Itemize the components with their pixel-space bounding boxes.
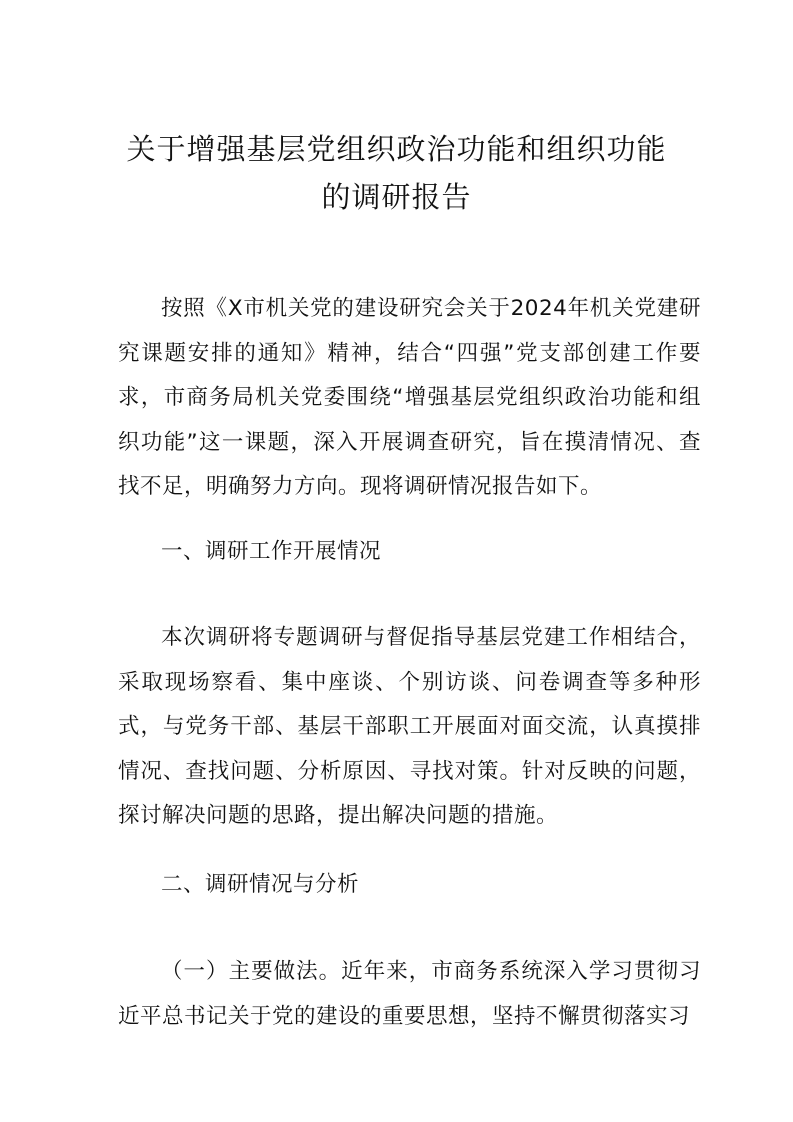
title-line-1: 关于增强基层党组织政治功能和组织功能	[126, 132, 667, 166]
section-heading-1: 一、调研工作开展情况	[161, 539, 382, 564]
section-heading-2: 二、调研情况与分析	[161, 872, 360, 897]
section-1-paragraph: 本次调研将专题调研与督促指导基层党建工作相结合，采取现场察看、集中座谈、个别访谈、问卷调查等多种形式，与党务干部、基层干部职工开展面对面交流，认真摸排情况、查找问题、分析原因、寻找对策。针对反映的问题，探讨解决问题的思路，提出解决问题的措施。	[118, 625, 701, 828]
intro-paragraph: 按照《X市机关党的建设研究会关于2024年机关党建研究课题安排的通知》精神，结合“四强”党支部创建工作要求，市商务局机关党委围绕“增强基层党组织政治功能和组织功能”这一课题，深入开展调查研究，旨在摸清情况、查找不足，明确努力方向。现将调研情况报告如下。	[118, 296, 701, 499]
section-2-paragraph: （一）主要做法。近年来，市商务系统深入学习贯彻习近平总书记关于党的建设的重要思想，坚持不懈贯彻落实习	[118, 959, 701, 1029]
title-line-2: 的调研报告	[321, 180, 472, 214]
document-title	[60, 125, 733, 221]
